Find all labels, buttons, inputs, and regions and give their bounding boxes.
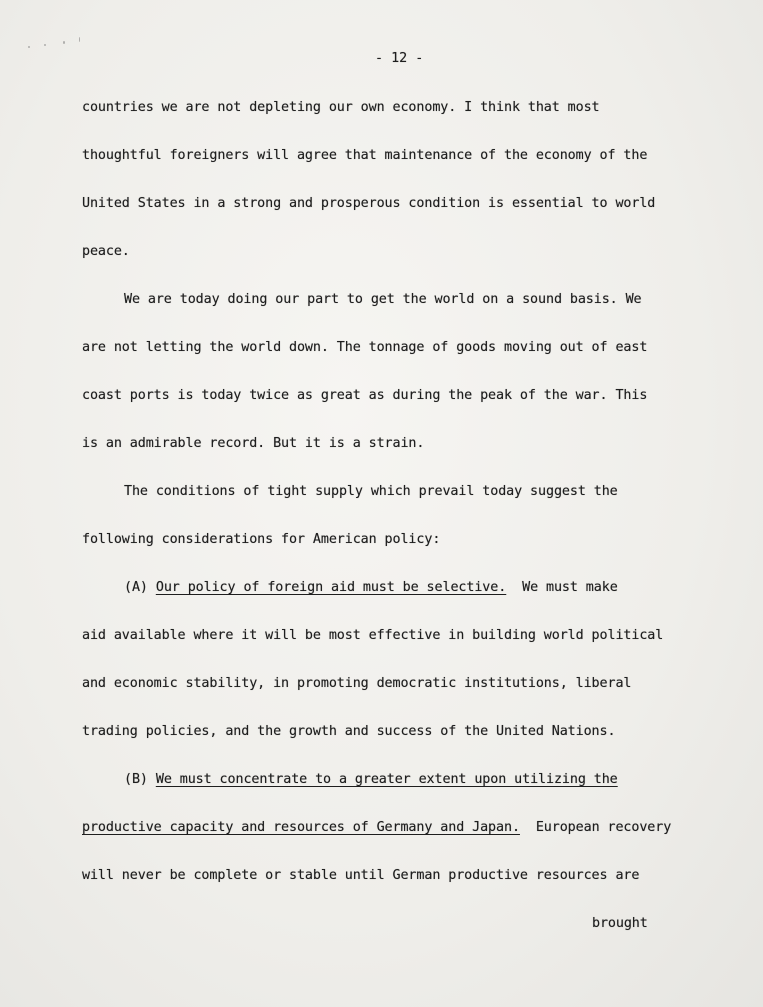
text-line: The conditions of tight supply which prevail today suggest the xyxy=(124,484,618,499)
list-label: (A) xyxy=(124,580,148,595)
text-line: is an admirable record. But it is a strain. xyxy=(82,436,425,451)
text-line: following considerations for American policy: xyxy=(82,532,441,547)
text-span: We must make xyxy=(506,580,618,595)
text-line: thoughtful foreigners will agree that maintenance of the economy of the xyxy=(82,148,648,163)
catchword: brought xyxy=(592,916,648,931)
text-line: trading policies, and the growth and success of the United Nations. xyxy=(82,724,616,739)
text-span: European recovery xyxy=(519,820,672,835)
text-line: are not letting the world down. The tonnage of goods moving out of east xyxy=(82,340,648,355)
text-line: countries we are not depleting our own economy. I think that most xyxy=(82,100,600,115)
text-line: will never be complete or stable until German productive resources are xyxy=(82,868,640,883)
scan-speck xyxy=(44,44,46,46)
text-line xyxy=(124,771,618,789)
page-number: - 12 - xyxy=(375,51,424,66)
text-line: coast ports is today twice as great as during the peak of the war. This xyxy=(82,388,648,403)
scan-speck xyxy=(28,46,30,48)
underlined-heading: We must concentrate to a greater extent upon utilizing the xyxy=(155,772,618,787)
scan-speck xyxy=(63,41,65,44)
text-line: aid available where it will be most effective in building world political xyxy=(82,628,664,643)
text-line: peace. xyxy=(82,244,130,259)
underlined-heading: Our policy of foreign aid must be selective. xyxy=(155,580,507,595)
underlined-heading: productive capacity and resources of Germany and Japan. xyxy=(82,820,520,835)
list-label: (B) xyxy=(124,772,148,787)
text-line xyxy=(82,819,671,837)
text-line xyxy=(124,579,618,597)
scan-speck xyxy=(79,37,80,42)
text-line: United States in a strong and prosperous condition is essential to world xyxy=(82,196,656,211)
text-line: and economic stability, in promoting democratic institutions, liberal xyxy=(82,676,632,691)
text-line: We are today doing our part to get the world on a sound basis. We xyxy=(124,292,642,307)
